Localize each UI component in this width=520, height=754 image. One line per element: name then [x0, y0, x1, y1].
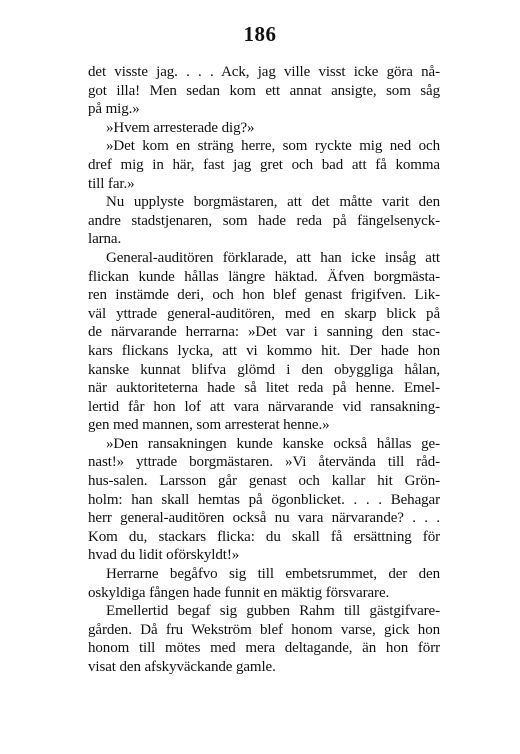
text-line: hus-salen. Larsson går genast och kallar hit Grön-	[88, 473, 440, 490]
text-line: General-auditören förklarade, att han icke insåg att	[106, 249, 440, 266]
text-line: honom till mötes med mera deltagande, än hon förr	[88, 640, 440, 657]
text-line: kanske kunnat blifva glömd i den obyggliga hålan,	[88, 361, 440, 378]
text-line: Emellertid begaf sig gubben Rahm till gästgifvare-	[106, 603, 440, 620]
text-line: de närvarande herrarna: »Det var i sanning den stac-	[88, 324, 440, 341]
text-line: kars flickans lycka, att vi kommo hit. Der hade hon	[88, 342, 440, 359]
text-line: flickan kunde hållas längre häktad. Äfven borgmästa-	[88, 268, 440, 285]
text-line: larna.	[88, 231, 122, 248]
text-line: det visste jag. . . . Ack, jag ville visst icke göra nå-	[88, 64, 440, 80]
text-line: gen med mannen, som arresterat henne.»	[88, 417, 330, 434]
text-line: när auktoriteterna hade så litet reda på henne. Emel-	[88, 380, 440, 397]
text-line: gården. Då fru Wekström blef honom varse, gick hon	[88, 621, 440, 638]
text-line: Nu upplyste borgmästaren, att det måtte varit den	[106, 194, 440, 211]
text-line: visat den afskyväckande gamle.	[88, 659, 276, 675]
text-line: Kom du, stackars flicka: du skall få ersättning för	[88, 528, 440, 545]
text-line: nast!» yttrade borgmästaren. »Vi återvända till råd-	[88, 454, 440, 471]
text-line: till far.»	[88, 175, 135, 192]
text-line: ren instämde deri, och hon blef genast frigifven. Lik-	[88, 287, 440, 304]
page-number: 186	[243, 22, 277, 46]
text-line: herr general-auditören också nu vara närvarande? . . .	[88, 510, 440, 527]
text-line: andre stadstjenaren, som hade reda på fängelsenyck-	[88, 212, 440, 229]
text-line: got illa! Men sedan kom ett annat ansigte, som såg	[88, 82, 440, 99]
text-line: väl yttrade general-auditören, med en skarp blick på	[88, 305, 440, 322]
text-line: »Hvem arresterade dig?»	[106, 119, 255, 136]
text-line: på mig.»	[88, 101, 140, 118]
text-line: Herrarne begåfvo sig till embetsrummet, der den	[106, 566, 440, 583]
text-line: »Den ransakningen kunde kanske också hållas ge-	[106, 435, 440, 452]
text-line: holm: han skall hemtas på ögonblicket. . . . Behagar	[88, 491, 440, 508]
text-line: lertid får hon lof att vara närvarande vid ransakning-	[88, 398, 440, 415]
text-line: dref mig in här, fast jag gret och bad att få komma	[88, 156, 440, 173]
body-text	[88, 63, 440, 677]
text-line: hvad du lidit oförskyldt!»	[88, 547, 240, 564]
text-line: »Det kom en sträng herre, som ryckte mig ned och	[106, 138, 440, 155]
text-line: oskyldiga fången hade funnit en mäktig försvarare.	[88, 584, 390, 601]
